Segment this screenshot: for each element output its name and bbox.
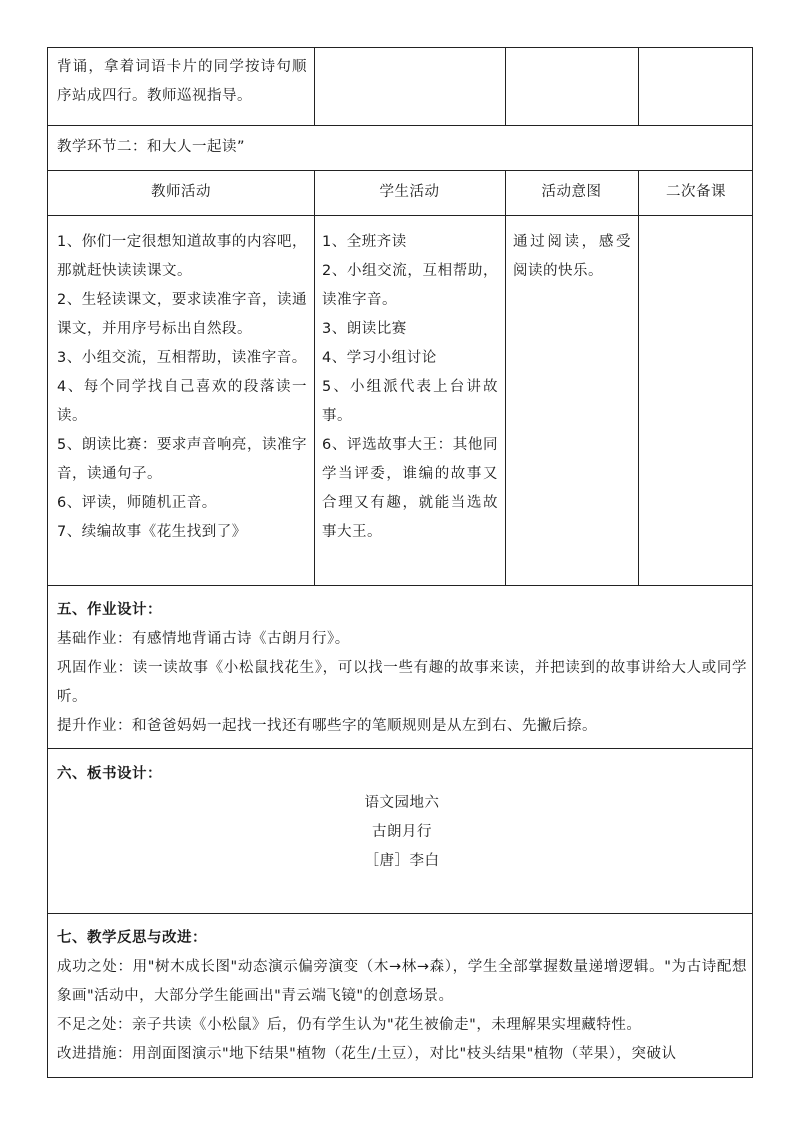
student-activity-item: 1、全班齐读 [322, 234, 407, 250]
reflection-success: 成功之处：用"树木成长图"动态演示偏旁演变（木→林→森），学生全部掌握数量递增逻辑。"为古诗配想象画"活动中，大部分学生能画出"青云端飞镜"的创意场景。 [57, 959, 747, 1004]
teacher-activity-item: 4、每个同学找自己喜欢的段落读一读。 [57, 379, 307, 424]
header-prep: 二次备课 [666, 184, 726, 200]
teacher-activity-item: 6、评读，师随机正音。 [57, 495, 217, 511]
student-activity-item: 2、小组交流，互相帮助，读准字音。 [322, 263, 498, 308]
teacher-activities [57, 228, 307, 547]
row-divider [48, 585, 752, 586]
homework-section [57, 596, 747, 741]
teacher-activity-item: 3、小组交流，互相帮助，读准字音。 [57, 350, 307, 366]
reflection-section [57, 924, 747, 1069]
board-line-3: ［唐］李白 [364, 853, 440, 869]
homework-advance: 提升作业：和爸爸妈妈一起找一找还有哪些字的笔顺规则是从左到右、先撇后捺。 [57, 718, 597, 734]
homework-basic: 基础作业：有感情地背诵古诗《古朗月行》。 [57, 631, 350, 647]
top-row-teacher-cell [57, 53, 307, 111]
column-divider [505, 170, 506, 585]
row-divider [48, 170, 752, 171]
student-activity-item: 6、评选故事大王：其他同学当评委，谁编的故事又合理又有趣，就能当选故事大王。 [322, 437, 498, 540]
header-student: 学生活动 [379, 184, 440, 200]
board-line-1: 语文园地六 [364, 795, 440, 811]
top-row-teacher-text: 背诵，拿着词语卡片的同学按诗句顺序站成四行。教师巡视指导。 [57, 59, 307, 104]
lesson-plan-table [47, 47, 753, 1078]
student-activity-item: 3、朗读比赛 [322, 321, 407, 337]
student-activity-item: 4、学习小组讨论 [322, 350, 437, 366]
column-divider [314, 48, 315, 125]
reflection-title: 七、教学反思与改进： [57, 930, 207, 946]
section2-title-cell [57, 133, 747, 162]
teacher-activity-item: 2、生轻读课文，要求读准字音，读通课文，并用序号标出自然段。 [57, 292, 307, 337]
row-divider [48, 748, 752, 749]
teacher-activity-item: 5、朗读比赛：要求声音响亮，读准字音，读通句子。 [57, 437, 307, 482]
homework-consolidate: 巩固作业：读一读故事《小松鼠找花生》，可以找一些有趣的故事来读，并把读到的故事讲给大人或同学听。 [57, 660, 747, 705]
student-activities [322, 228, 498, 547]
header-intent: 活动意图 [541, 184, 602, 200]
column-divider [314, 170, 315, 585]
board-title: 六、板书设计： [57, 766, 162, 782]
column-divider [638, 170, 639, 585]
reflection-shortcoming: 不足之处：亲子共读《小松鼠》后，仍有学生认为"花生被偷走"，未理解果实埋藏特性。 [57, 1017, 642, 1033]
column-divider [638, 48, 639, 125]
reflection-improve: 改进措施：用剖面图演示"地下结果"植物（花生/土豆），对比"枝头结果"植物（苹果），突破认 [57, 1046, 677, 1062]
teacher-activity-item: 7、续编故事《花生找到了》 [57, 524, 247, 540]
column-divider [505, 48, 506, 125]
row-divider [48, 125, 752, 126]
row-divider [48, 913, 752, 914]
student-activity-item: 5、小组派代表上台讲故事。 [322, 379, 498, 424]
intent-text: 通过阅读，感受阅读的快乐。 [513, 234, 631, 279]
section2-title: 教学环节二：和大人一起读” [57, 139, 246, 155]
teacher-activity-item: 1、你们一定很想知道故事的内容吧，那就赶快读读课文。 [57, 234, 307, 279]
board-section [57, 760, 747, 876]
board-line-2: 古朗月行 [372, 824, 432, 840]
header-teacher: 教师活动 [151, 184, 211, 200]
homework-title: 五、作业设计： [57, 602, 162, 618]
row-divider [48, 215, 752, 216]
